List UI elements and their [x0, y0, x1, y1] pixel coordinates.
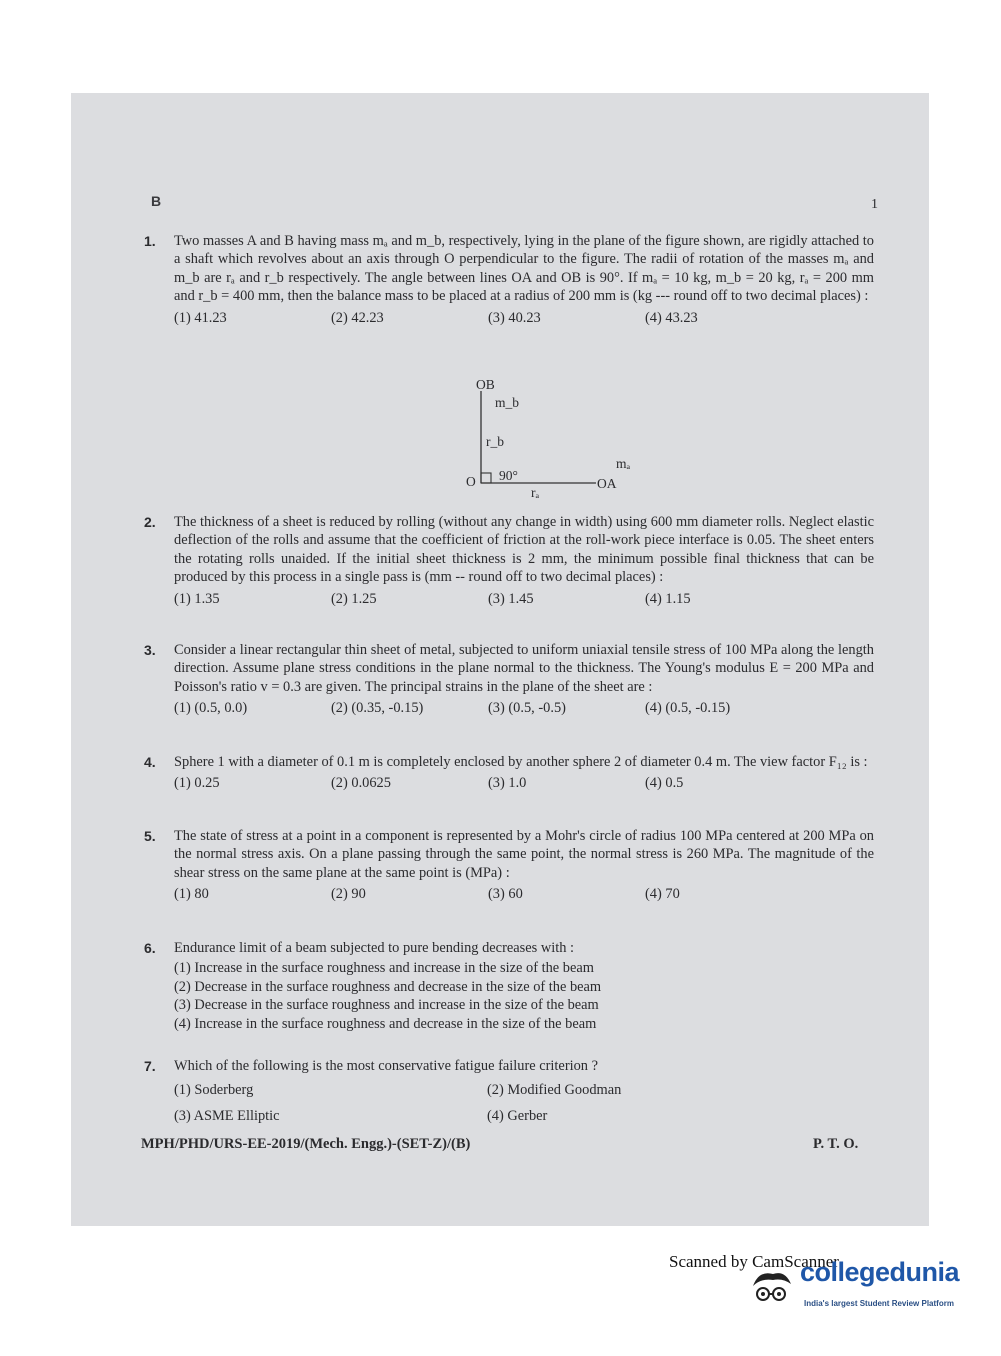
diagram-lines	[451, 378, 651, 503]
label-ma: mₐ	[616, 456, 631, 471]
exam-page	[71, 93, 929, 1226]
mass-diagram	[451, 378, 651, 503]
question-number: 7.	[144, 1058, 156, 1074]
question-text: Two masses A and B having mass mₐ and m_b, respectively, lying in the plane of the figure shown, are rigidly attached to a shaft which revolves about an axis through O perpendicular to the figure. The radii of rotation of the masses mₐ and m_b are rₐ and r_b respectively. The angle between lines OA and OB is 90°. If mₐ = 10 kg, m_b = 20 kg, rₐ = 200 mm and r_b = 400 mm, then the balance mass to be placed at a radius of 200 mm is (kg --- round off to two decimal places) :	[174, 233, 874, 305]
option: (2) Modified Goodman	[487, 1082, 622, 1099]
option: (4) 0.5	[645, 775, 684, 792]
option: (1) (0.5, 0.0)	[174, 700, 248, 717]
question-number: 2.	[144, 514, 156, 530]
option-row	[174, 885, 874, 905]
option: (1) Soderberg	[174, 1082, 254, 1099]
scanner-watermark: Scanned by CamScanner	[669, 1252, 839, 1271]
option: (1) 0.25	[174, 775, 220, 792]
question-text: Consider a linear rectangular thin sheet of metal, subjected to uniform uniaxial tensile stress of 100 MPa along the length direction. Assume plane stress conditions in the plane normal to the thickness. The Young's modulus E = 200 MPa and Poisson's ratio v = 0.3 are given. The principal strains in the plane of the sheet are :	[174, 642, 874, 695]
question-7	[144, 1057, 874, 1127]
question-2	[144, 513, 874, 610]
pto-label: P. T. O.	[813, 1136, 859, 1152]
option: (3) 40.23	[488, 309, 541, 326]
label-mb: m_b	[495, 395, 520, 410]
question-3	[144, 641, 874, 719]
question-4	[144, 753, 874, 794]
option: (2) Decrease in the surface roughness and decrease in the size of the beam	[174, 978, 602, 995]
paper-code: MPH/PHD/URS-EE-2019/(Mech. Engg.)-(SET-Z)/(B)	[141, 1136, 471, 1152]
option: (2) (0.35, -0.15)	[331, 700, 424, 717]
option: (2) 42.23	[331, 309, 384, 326]
label-ra: rₐ	[531, 485, 540, 500]
option: (1) 1.35	[174, 590, 220, 607]
option: (4) Gerber	[487, 1108, 548, 1125]
option: (1) 41.23	[174, 309, 227, 326]
label-oa: OA	[597, 476, 617, 491]
option: (4) (0.5, -0.15)	[645, 700, 731, 717]
page-number: 1	[871, 197, 878, 212]
option: (3) 1.0	[488, 775, 527, 792]
question-number: 3.	[144, 642, 156, 658]
option-row	[174, 1107, 874, 1127]
option: (4) 70	[645, 886, 680, 903]
option-row	[174, 699, 874, 719]
option: (3) Decrease in the surface roughness and increase in the size of the beam	[174, 997, 599, 1014]
question-text: Sphere 1 with a diameter of 0.1 m is completely enclosed by another sphere 2 of diameter 0.4 m. The view factor F₁₂ is :	[174, 754, 868, 770]
question-text: Endurance limit of a beam subjected to pure bending decreases with :	[174, 940, 575, 956]
question-6	[144, 939, 874, 1033]
question-number: 1.	[144, 233, 156, 249]
question-number: 4.	[144, 754, 156, 770]
question-number: 5.	[144, 828, 156, 844]
option: (3) 60	[488, 886, 523, 903]
option-row	[174, 309, 874, 329]
question-text: Which of the following is the most conservative fatigue failure criterion ?	[174, 1058, 598, 1074]
question-5	[144, 827, 874, 905]
option: (3) ASME Elliptic	[174, 1108, 280, 1125]
option-row	[174, 1081, 874, 1101]
label-ob: OB	[476, 377, 495, 392]
option: (3) 1.45	[488, 590, 534, 607]
label-origin: O	[466, 474, 476, 489]
option: (4) 1.15	[645, 590, 691, 607]
label-rb: r_b	[486, 434, 504, 449]
option-list	[174, 959, 874, 1033]
option-row	[174, 590, 874, 610]
option: (1) 80	[174, 886, 209, 903]
question-number: 6.	[144, 940, 156, 956]
set-letter: B	[151, 193, 162, 209]
brand-tagline: India's largest Student Review Platform	[804, 1299, 954, 1308]
option: (2) 1.25	[331, 590, 377, 607]
question-text: The state of stress at a point in a component is represented by a Mohr's circle of radius 100 MPa centered at 200 MPa on the normal stress axis. On a plane passing through the same point, the normal stress is 260 MPa. The magnitude of the shear stress on the same plane at the same point is (MPa) :	[174, 828, 874, 881]
option-row	[174, 774, 874, 794]
option: (4) Increase in the surface roughness and decrease in the size of the beam	[174, 1015, 597, 1032]
question-text: The thickness of a sheet is reduced by rolling (without any change in width) using 600 mm diameter rolls. Neglect elastic deflection of the rolls and assume that the coefficient of friction at the roll-work piece interface is 0.05. The sheet enters the rotating rolls unaided. If the initial sheet thickness is 2 mm, the minimum possible final thickness that can be produced by this process in a single pass is (mm -- round off to two decimal places) :	[174, 514, 874, 586]
label-angle: 90°	[499, 468, 518, 483]
mascot-logo	[745, 1268, 797, 1308]
option: (2) 90	[331, 886, 366, 903]
option: (3) (0.5, -0.5)	[488, 700, 566, 717]
option: (4) 43.23	[645, 309, 698, 326]
collegedunia-logo: collegedunia	[800, 1257, 960, 1287]
option: (1) Increase in the surface roughness and increase in the size of the beam	[174, 960, 594, 977]
question-1	[144, 232, 874, 329]
option: (2) 0.0625	[331, 775, 391, 792]
